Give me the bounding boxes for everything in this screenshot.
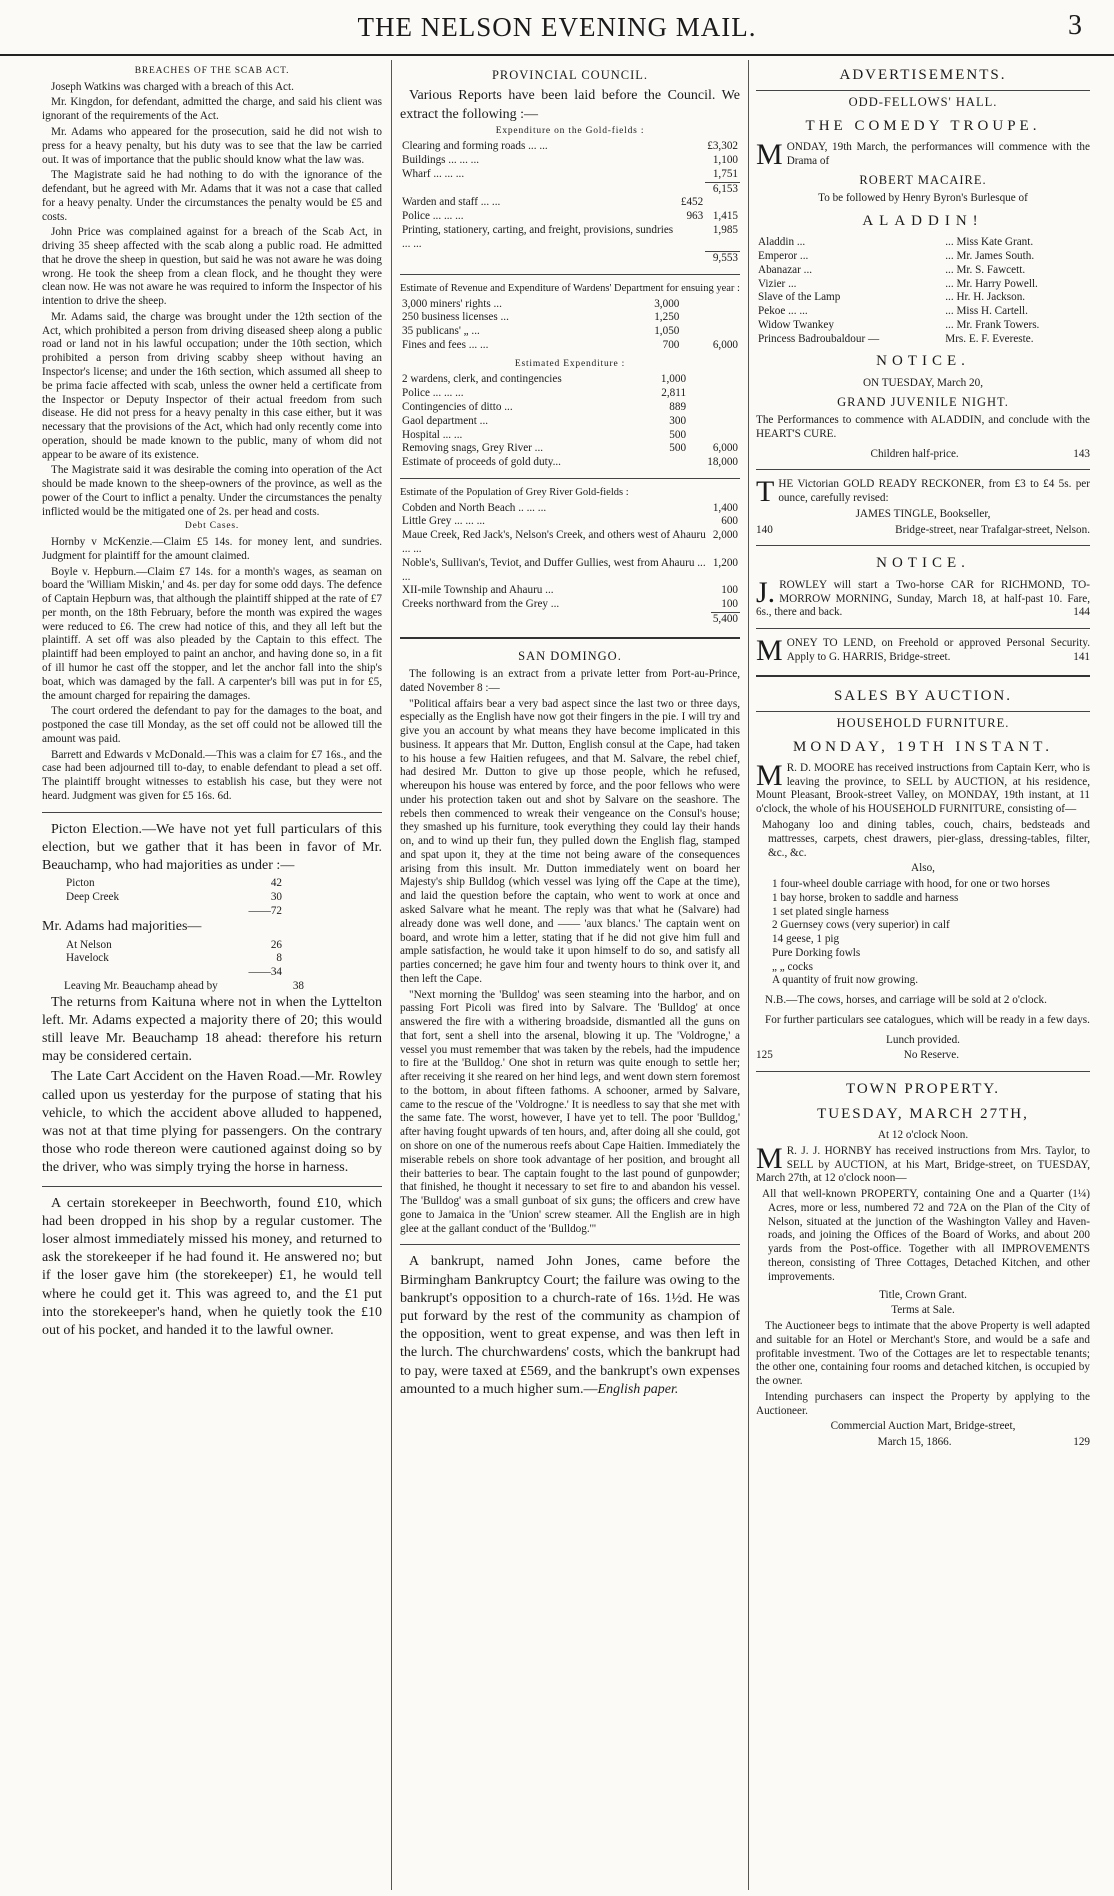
children-line: Children half-price. 143: [870, 447, 1090, 460]
list-item: 1 four-wheel double carriage with hood, for one or two horses: [772, 878, 1050, 891]
property-paragraph: All that well-known PROPERTY, containing One and a Quarter (1¼) Acres, more or less, numbered 72 and 72A on the Plan of the City of Nelson, situated at the junction of the Washington Valley and Haven-roads, and joining the Offices of the Board of Works, and about 200 yards from the Post-office. Together with all IMPROVEMENTS thereon, consisting of Three Cottages, Detached Kitchen, and other improvements.: [762, 1188, 1090, 1283]
picton-paragraph: Picton Election.—We have not yet full particulars of this election, but we gather that it has been in favor of Mr. Beauchamp, who had majorities as under :—: [42, 821, 382, 873]
juvenile-text: The Performances to commence with ALADDIN, and conclude with the HEART'S CURE.: [756, 414, 1090, 440]
paragraph: Mr. Adams who appeared for the prosecution, said he did not wish to press for a heavy penalty, but his duty was to see that the law be carried out. It was of importance that the public should know what the law was.: [42, 125, 382, 166]
column-rule: [391, 60, 392, 1890]
divider: [756, 711, 1090, 712]
list-item: A quantity of fruit now growing.: [772, 974, 919, 987]
list-item: Pure Dorking fowls: [772, 946, 861, 959]
divider: [400, 478, 740, 479]
troupe-heading: THE COMEDY TROUPE.: [805, 117, 1041, 134]
notice-heading: NOTICE.: [876, 555, 970, 572]
table-row: Hospital ... ... 500: [402, 428, 687, 441]
paragraph: "Political affairs bear a very bad aspect since the last two or three days, especially as the English have now got their fingers in the pie. I will try and give you an account by what means they have become implicated in this business. It appears that Mr. Dutton, English consul at the Cape, had taken to his house a few Haitien refugees, and that M. Salvare, the rebel chief, had desired Mr. Dutton to give up those people, which he refused, whereupon his house was entered by force, and the poor fellows who were under his protection taken out and shot by Salvare on the seashore. The rebels then commenced to wreak their vengeance on the Consul's house; they smashed up his furniture, took everything they could lay their hands on, and to wind up their fun, they pulled down the English flag, stamped and spat upon it, they at the time not being aware of the consequences arising from this insult. Mr. Dutton immediately went on board her Majesty's ship Bulldog (which vessel was lying off the Cape at the time), and laid the question before the captain, who went to work at once and asked Salvare what he meant. The reply was that what he (Salvare) had already done was well done, and —— 'aux blancs.' The captain went on board, and wrote him a letter, stating that if he did not give him full and ample satisfaction, he would take it upon himself to do so, and satisfy all parties concerned; he gave him four and twenty hours to think over it, and then left the Cape.: [400, 697, 740, 985]
divider: [400, 1244, 740, 1245]
table-row: Vizier ... ... Mr. Harry Powell.: [758, 277, 1038, 290]
table-row: Creeks northward from the Grey ... 100: [402, 598, 738, 611]
paragraph: Boyle v. Hepburn.—Claim £7 14s. for a month's wages, as seaman on board the 'William Miskin,' and 4s. per day for some odd days. The defence of Captain Hepburn was, that although the plaintiff shipped at the rate of £7 per month, on the 18th February, before the month was expired the wages were reduced to £6. The crew had notice of this, and they all left but the plaintiff. A set off was also pleaded by the Captain to this effect. The plaintiff had been employed to paint an anchor, and having done so, in a fit of ill humor he cast off the stopper, and let the anchor fall into the ship's boat, which was damaged by the fall. A carpenter's bill was put in for £5, the amount charged for repairing the damages.: [42, 565, 382, 702]
cart-paragraph: The Late Cart Accident on the Haven Road.—Mr. Rowley called upon us yesterday for the purpose of stating that his vehicle, to which the accident above alluded to happened, was not at that time plying for passengers. On the contrary those who rode thereon were cautioned against doing so by the driver, who was simply trying the horse in harness.: [42, 1069, 382, 1176]
robert-macaire: ROBERT MACAIRE.: [859, 172, 987, 187]
also-items: [772, 878, 1090, 988]
paragraph: Mr. Adams said, the charge was brought under the 12th section of the Act, which prohibited a person from driving diseased sheep along a public road or land not in his lawful occupation; under the 10th section, which prohibited a person from driving scabby sheep without having an Inspector's license; and under the 16th section, which assumed all sheep to be prima facie affected with scab, unless the owner held a certificate from the Inspector or Deputy Inspector of their actual freedom from such disease. He did not press for a heavy penalty in this case either, but it was necessary that the provisions of the Act, which had only recently come into operation, should be made known to the public, many of whom did not appear to be aware of its existence.: [42, 310, 382, 461]
divider: [400, 637, 740, 639]
list-item: 2 Guernsey cows (very superior) in calf: [772, 919, 950, 932]
divider: [756, 545, 1090, 546]
table-row: Pekoe ... ... ... Miss H. Cartell.: [758, 305, 1028, 318]
noon-line: At 12 o'clock Noon.: [877, 1129, 969, 1142]
estimated-expenditure-heading: Estimated Expenditure :: [514, 358, 626, 369]
beechworth-paragraph: A certain storekeeper in Beechworth, found £10, which had been dropped in his shop by a regular customer. The loser almost immediately missed his money, and returned to ask the storekeeper if he had found it. He answered no; but if the loser gave him (the storekeeper) £1, he would tell where he could get it. This was agreed to, and the £1 put into the storekeeper's hand, when he quietly took the £10 out of his pocket, and handed it to the lawful owner.: [42, 1195, 382, 1338]
page-number: 3: [1068, 10, 1082, 41]
estimated-expenditure-table: [400, 373, 740, 469]
paragraph: Barrett and Edwards v McDonald.—This was a claim for £7 16s., and the case had been adjourned till to-day, to enable defendant to plead a set off. The plaintiff brought witnesses to establish his case, but they were not heard. Judgment was given for £5 16s. 6d.: [42, 748, 382, 802]
also-line: Also,: [911, 862, 935, 875]
list-item: „ „ cocks: [772, 960, 813, 973]
paragraph: The Magistrate said he had nothing to do with the ignorance of the defendant, but he agreed with Mr. Adams that it was not a case that called for a heavy penalty. Under the circumstances the penalty would be £5 and costs.: [42, 169, 382, 223]
table-row: Wharf ... ... ... 1,751: [402, 167, 738, 180]
table-row: Slave of the Lamp ... Hr. H. Jackson.: [758, 291, 1026, 304]
divider: [400, 274, 740, 275]
adams-table: [64, 939, 284, 980]
nb-paragraph: N.B.—The cows, horses, and carriage will be sold at 2 o'clock.: [765, 994, 1047, 1007]
juvenile-heading: GRAND JUVENILE NIGHT.: [837, 394, 1009, 409]
advertisements-heading: ADVERTISEMENTS.: [839, 67, 1007, 83]
sales-heading: SALES BY AUCTION.: [833, 687, 1013, 704]
expenditure-table: [400, 140, 740, 265]
paragraph: The Magistrate said it was desirable the coming into operation of the Act should be made known to the sheep-owners of the province, as well as the power of the Court to inflict a penalty. Under the circumstances the penalty inflicted would be the mitigated one of 2s. per head and costs.: [42, 464, 382, 518]
aladdin-heading: ALADDIN!: [862, 212, 984, 229]
table-row: 2 wardens, clerk, and contingencies 1,000: [402, 373, 687, 386]
table-row: Little Grey ... ... ... 600: [402, 515, 738, 528]
table-row: Princess Badroubaldour — Mrs. E. F. Evereste.: [758, 332, 1034, 345]
title-line: Title, Crown Grant.: [879, 1288, 967, 1301]
table-row: Maue Creek, Red Jack's, Nelson's Creek, and others west of Ahauru ... ... 2,000: [402, 529, 738, 556]
table-row: Buildings ... ... ... 1,100: [402, 154, 738, 167]
lunch-line: Lunch provided.: [886, 1033, 960, 1046]
column-rule: [748, 60, 749, 1890]
intending-paragraph: Intending purchasers can inspect the Property by applying to the Auctioneer.: [756, 1390, 1090, 1417]
revenue-table: [400, 298, 740, 353]
table-row: Printing, stationery, carting, and freight, provisions, sundries ... ... 1,985: [402, 224, 738, 250]
table-row: Contingencies of ditto ... 889: [402, 400, 687, 413]
table-row: XII-mile Township and Ahauru ... 100: [402, 584, 738, 597]
troupe-paragraph: MONDAY, 19th March, the performances will commence with the Drama of: [756, 138, 1090, 172]
table-row: Cobden and North Beach .. ... ... 1,400: [402, 501, 738, 514]
divider: [756, 675, 1090, 677]
masthead: [0, 0, 1114, 56]
returns-paragraph: The returns from Kaituna where not in when the Lyttelton left. Mr. Adams expected a majority there of 20; this would still leave Mr. Beauchamp 18 ahead: therefore his return may be considered certain.: [42, 994, 382, 1065]
population-heading: Estimate of the Population of Grey River Gold-fields :: [400, 486, 629, 498]
paragraph: Mr. Kingdon, for defendant, admitted the charge, and said his client was ignorant of the requirements of the Act.: [42, 96, 382, 123]
town-heading: TOWN PROPERTY.: [845, 1081, 1001, 1098]
table-row: [64, 905, 284, 919]
followed-line: To be followed by Henry Byron's Burlesque of: [818, 192, 1028, 205]
revenue-heading: Estimate of Revenue and Expenditure of Wardens' Department for ensuing year :: [400, 282, 740, 294]
tingle-address: 140 Bridge-street, near Trafalgar-street, Nelson.: [756, 523, 1090, 536]
table-row: [64, 966, 284, 980]
monday-heading: MONDAY, 19TH INSTANT.: [792, 738, 1054, 755]
table-row: Fines and fees ... ... 700 6,000: [402, 339, 738, 352]
table-row: Police ... ... ... 2,811: [402, 387, 687, 400]
tuesday-heading: TUESDAY, MARCH 27TH,: [817, 1105, 1029, 1122]
paragraph: "Next morning the 'Bulldog' was seen steaming into the harbor, and on passing Fort Picoli was fired into by Salvare. The 'Bulldog' at once answered the fire with a withering broadside, dismantled all the guns on that fort, sent a shell into the arsenal, blowing it up. The 'Voldrogne,' a vessel you must remember that was taken by the rebels, had the impudence to fire at the 'Bulldog.' One shot in return was quite enough to settle her; after receiving it she reared on her hind legs, and went down stern foremost to the bottom, in about fifteen fathoms. A schooner, armed by Salvare, came to the rescue of the 'Voldrogne.' It is needless to say that she met with the same fate. The worst, however, I have yet to tell. The poor 'Bulldog,' after having fought upwards of ten hours, and, after doing all she could, got on shore on one of the numerous reefs about Cape Haitien. Immediately the miserable rebels on shore took advantage of her position, and brought all their batteries to bear. The captain fought to the last pound of gunpowder; that finished, he thought it necessary to set fire to and abandon his vessel. The 'Bulldog' was a small gunboat of six guns; the officers and crew have gone to Jamaica in the 'Union' screw steamer. All the English are in high glee at the gallant conduct of the 'Bulldog.'": [400, 988, 740, 1235]
notice-date: ON TUESDAY, March 20,: [862, 376, 984, 389]
table-row: 5,400: [712, 612, 738, 625]
table-row: Estimate of proceeds of gold duty... 18,000: [402, 456, 738, 469]
expenditure-heading: Expenditure on the Gold-fields :: [495, 125, 645, 136]
moore-items: Mahogany loo and dining tables, couch, chairs, bedsteads and mattresses, carpets, chest drawers, pier-glass, dressing-tables, filter, &c., &c.: [762, 819, 1090, 859]
column-1: [42, 64, 382, 1884]
divider: [756, 1071, 1090, 1072]
table-row: Clearing and forming roads ... ... £3,302: [402, 140, 738, 153]
divider: [756, 469, 1090, 470]
table-row: 250 business licenses ... 1,250: [402, 311, 680, 324]
table-row: Removing snags, Grey River ... 500 6,000: [402, 442, 738, 455]
table-row: 3,000 miners' rights ... 3,000: [402, 297, 680, 310]
table-row: Widow Twankey ... Mr. Frank Towers.: [758, 318, 1040, 331]
divider: [756, 90, 1090, 91]
breaches-heading: BREACHES OF THE SCAB ACT.: [134, 66, 290, 76]
furniture-heading: HOUSEHOLD FURNITURE.: [836, 716, 1010, 731]
table-row: Havelock 8: [66, 952, 282, 965]
domingo-heading: SAN DOMINGO.: [518, 648, 622, 663]
money-paragraph: MONEY TO LEND, on Freehold or approved Personal Security. Apply to G. HARRIS, Bridge-street. 141: [756, 634, 1090, 668]
reserve-line: 125 No Reserve.: [756, 1049, 960, 1062]
table-row: Abanazar ... ... Mr. S. Fawcett.: [758, 263, 1026, 276]
adams-line: Mr. Adams had majorities—: [42, 919, 202, 935]
divider: [42, 812, 382, 813]
paragraph: Hornby v McKenzie.—Claim £5 14s. for money lent, and sundries. Judgment for plaintiff for the amount claimed.: [42, 536, 382, 562]
list-item: 1 set plated single harness: [772, 905, 889, 918]
table-row: Noble's, Sullivan's, Teviot, and Duffer Gullies, west from Ahauru ... ... 1,200: [402, 556, 738, 583]
picton-table: [64, 877, 284, 918]
auctioneer-paragraph: The Auctioneer begs to intimate that the above Property is well adapted and suitable for an Hotel or Merchant's Store, and would be a safe and profitable investment. Two of the Cottages are let to respectable tenants; the other one, containing four rooms and detached kitchen, is occupied by the owner.: [756, 1320, 1090, 1388]
newspaper-title: THE NELSON EVENING MAIL.: [357, 12, 757, 42]
list-item: 1 bay horse, broken to saddle and harness: [772, 891, 959, 904]
divider: [756, 628, 1090, 629]
hall-heading: ODD-FELLOWS' HALL.: [848, 95, 998, 110]
leaving-line: Leaving Mr. Beauchamp ahead by 38: [64, 979, 304, 992]
tingle-name: JAMES TINGLE, Bookseller,: [855, 507, 991, 520]
table-row: At Nelson 26: [66, 938, 282, 951]
column-3: [756, 64, 1090, 1884]
moore-paragraph: M R. D. MOORE has received instructions from Captain Kerr, who is leaving the province, to SELL by AUCTION, at his residence, Mount Pleasant, Brook-street Valley, on MONDAY, 19th instant, at 11 o'clock, the whole of his HOUSEHOLD FURNITURE, consisting of—: [756, 758, 1090, 816]
column-2: [400, 64, 740, 1884]
council-intro: Various Reports have been laid before the Council. We extract the following :—: [400, 88, 740, 122]
terms-line: Terms at Sale.: [891, 1304, 955, 1317]
notice-heading: NOTICE.: [876, 353, 970, 370]
paragraph: The court ordered the defendant to pay for the damages to the boat, and postponed the case till Monday, as the set off could not be allowed till the amount was paid.: [42, 705, 382, 745]
catalogues-paragraph: For further particulars see catalogues, which will be ready in a few days.: [765, 1013, 1090, 1026]
table-row: Police ... ... ... 963 1,415: [402, 210, 738, 223]
paragraph: John Price was complained against for a breach of the Scab Act, in driving 35 sheep affected with the scab along a public road. He admitted that he drove the sheep in question, but said he was not aware he was doing wrong. He took the sheep from a clean flock, and he thought they were clean now. He was not aware he was required to inform the Inspector of his intention to drive the sheep.: [42, 226, 382, 308]
mart-date-line: March 15, 1866. 129: [877, 1436, 1090, 1449]
population-table: [400, 502, 740, 627]
cast-table: [756, 236, 1090, 346]
hornby-paragraph: M R. J. J. HORNBY has received instructions from Mrs. Taylor, to SELL by AUCTION, at his Mart, Bridge-street, on TUESDAY, March 27th, at 12 o'clock noon—: [756, 1141, 1090, 1185]
table-row: Aladdin ... ... Miss Kate Grant.: [758, 236, 1034, 249]
debt-heading: Debt Cases.: [184, 521, 240, 532]
mart-line: Commercial Auction Mart, Bridge-street,: [830, 1420, 1016, 1433]
paragraph: The following is an extract from a private letter from Port-au-Prince, dated November 8 :—: [400, 667, 740, 694]
table-row: Warden and staff ... ... £452: [402, 196, 704, 209]
table-row: 6,153: [400, 182, 740, 196]
table-row: Gaol department ... 300: [402, 414, 687, 427]
bankrupt-paragraph: A bankrupt, named John Jones, came before the Birmingham Bankruptcy Court; the failure was owing to the bankrupt's opposition to a church-rate of 16s. 1½d. He was put forward by the rest of the community as champion of the opposition, went to great expense, and was then left in the lurch. The churchwardens' costs, which the bankrupt had to pay, were taxed at £569, and the bankrupt's own expenses amounted to a much higher sum.—English paper.: [400, 1254, 740, 1397]
table-row: 35 publicans' „ ... 1,050: [402, 325, 680, 338]
table-row: Deep Creek 30: [66, 890, 282, 903]
adams-total: ——34: [248, 966, 282, 979]
table-row: 9,553: [400, 252, 740, 266]
picton-total: ——72: [248, 904, 282, 917]
table-row: Picton 42: [66, 877, 282, 890]
council-heading: PROVINCIAL COUNCIL.: [491, 68, 649, 82]
paragraph: Joseph Watkins was charged with a breach of this Act.: [51, 80, 294, 93]
table-row: Emperor ... ... Mr. James South.: [758, 250, 1035, 263]
divider: [42, 1186, 382, 1187]
rowley-paragraph: J. ROWLEY will start a Two-horse CAR for RICHMOND, TO-MORROW MORNING, Sunday, March 18, at half-past 10. Fare, 6s., there and back. 144: [756, 575, 1090, 619]
reckoner-paragraph: THE Victorian GOLD READY RECKONER, from £3 to £4 5s. per ounce, carefully revised:: [756, 475, 1090, 509]
list-item: 14 geese, 1 pig: [772, 933, 840, 946]
